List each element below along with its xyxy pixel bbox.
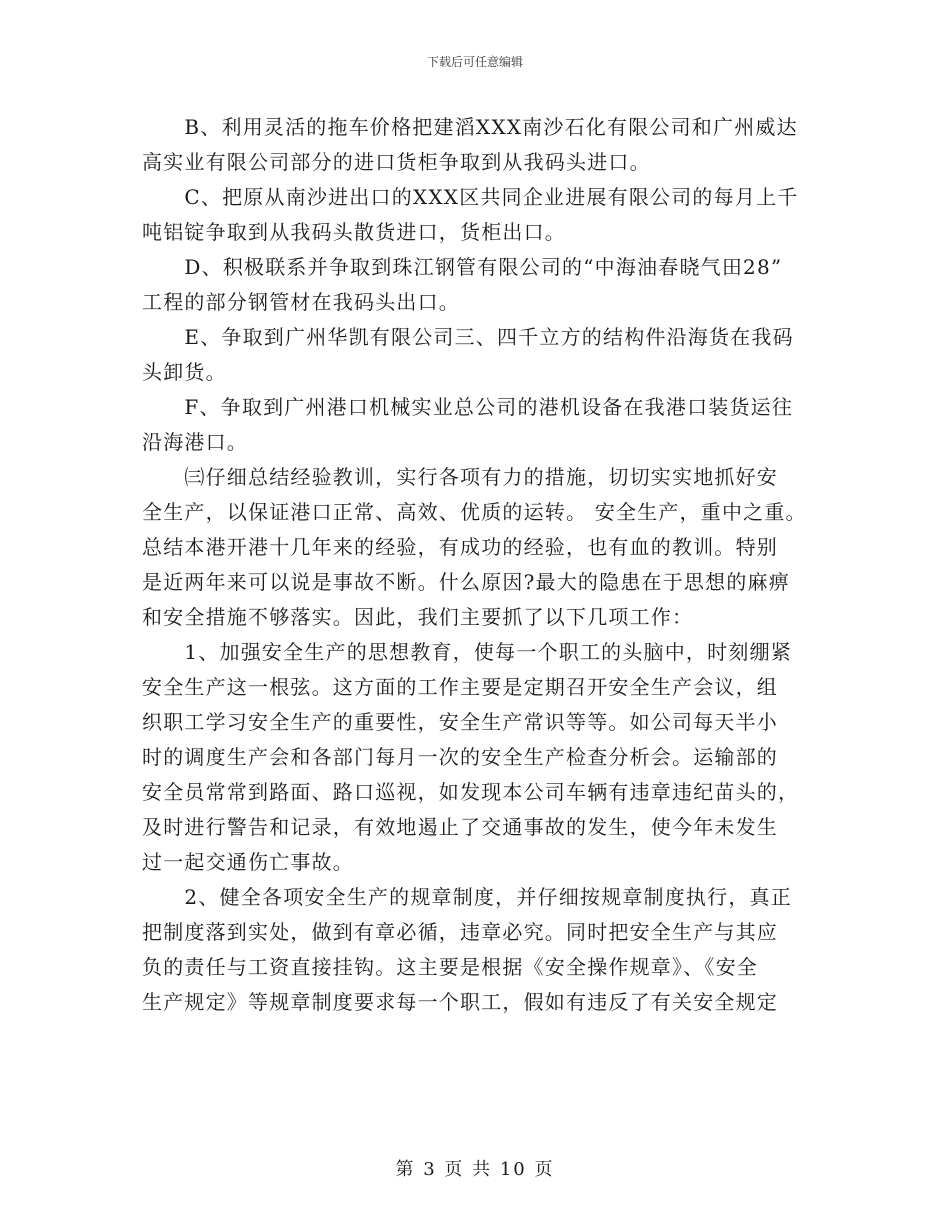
text-line: 工程的部分钢管材在我码头出口。: [142, 290, 460, 314]
paragraph-item-2: [142, 880, 822, 1020]
text-line: 和安全措施不够落实。因此，我们主要抓了以下几项工作：: [142, 605, 694, 629]
text-line: 全生产，以保证港口正常、高效、优质的运转。 安全生产，重中之重。: [142, 500, 807, 524]
text-line: 2、健全各项安全生产的规章制度，并仔细按规章制度执行，真正: [142, 885, 792, 909]
paragraph-f: [142, 390, 822, 460]
paragraph-d: [142, 250, 822, 320]
text-line: 生产规定》等规章制度要求每一个职工，假如有违反了有关安全规定: [142, 990, 778, 1014]
text-line: B、利用灵活的拖车价格把建滔XXX南沙石化有限公司和广州威达: [142, 115, 798, 139]
text-line: D、积极联系并争取到珠江钢管有限公司的“中海油春晓气田28”: [142, 255, 783, 279]
paragraph-section-3: [142, 460, 822, 635]
text-line: 织职工学习安全生产的重要性，安全生产常识等等。如公司每天半小: [142, 710, 778, 734]
text-line: 吨铝锭争取到从我码头散货进口，货柜出口。: [142, 220, 566, 244]
paragraph-b: [142, 110, 822, 180]
text-line: 过一起交通伤亡事故。: [142, 850, 354, 874]
text-line: 沿海港口。: [142, 430, 248, 454]
text-line: 头卸货。: [142, 360, 227, 384]
paragraph-item-1: [142, 635, 822, 880]
text-line: 及时进行警告和记录，有效地遏止了交通事故的发生，使今年未发生: [142, 815, 778, 839]
text-line: F、争取到广州港口机械实业总公司的港机设备在我港口装货运往: [142, 395, 794, 419]
text-line: 时的调度生产会和各部门每月一次的安全生产检查分析会。运输部的: [142, 745, 778, 769]
text-line: 总结本港开港十几年来的经验，有成功的经验，也有血的教训。特别: [142, 535, 778, 559]
text-line: ㈢仔细总结经验教训，实行各项有力的措施，切切实实地抓好安: [142, 465, 778, 489]
text-line: 1、加强安全生产的思想教育，使每一个职工的头脑中，时刻绷紧: [142, 640, 792, 664]
text-line: 是近两年来可以说是事故不断。什么原因?最大的隐患在于思想的麻痹: [142, 570, 790, 594]
page-header: 下载后可任意编辑: [426, 55, 523, 69]
page-number: 第 3 页 共 10 页: [395, 1159, 555, 1180]
text-line: 安全生产这一根弦。这方面的工作主要是定期召开安全生产会议，组: [142, 675, 778, 699]
text-line: E、争取到广州华凯有限公司三、四千立方的结构件沿海货在我码: [142, 325, 794, 349]
paragraph-e: [142, 320, 822, 390]
text-line: 把制度落到实处，做到有章必循，违章必究。同时把安全生产与其应: [142, 920, 778, 944]
text-line: C、把原从南沙进出口的XXX区共同企业进展有限公司的每月上千: [142, 185, 799, 209]
paragraph-c: [142, 180, 822, 250]
document-body: [142, 110, 822, 1020]
text-line: 安全员常常到路面、路口巡视，如发现本公司车辆有违章违纪苗头的，: [142, 780, 800, 804]
text-line: 负的责任与工资直接挂钩。这主要是根据《安全操作规章》、《安全: [142, 955, 758, 979]
text-line: 高实业有限公司部分的进口货柜争取到从我码头进口。: [142, 150, 651, 174]
